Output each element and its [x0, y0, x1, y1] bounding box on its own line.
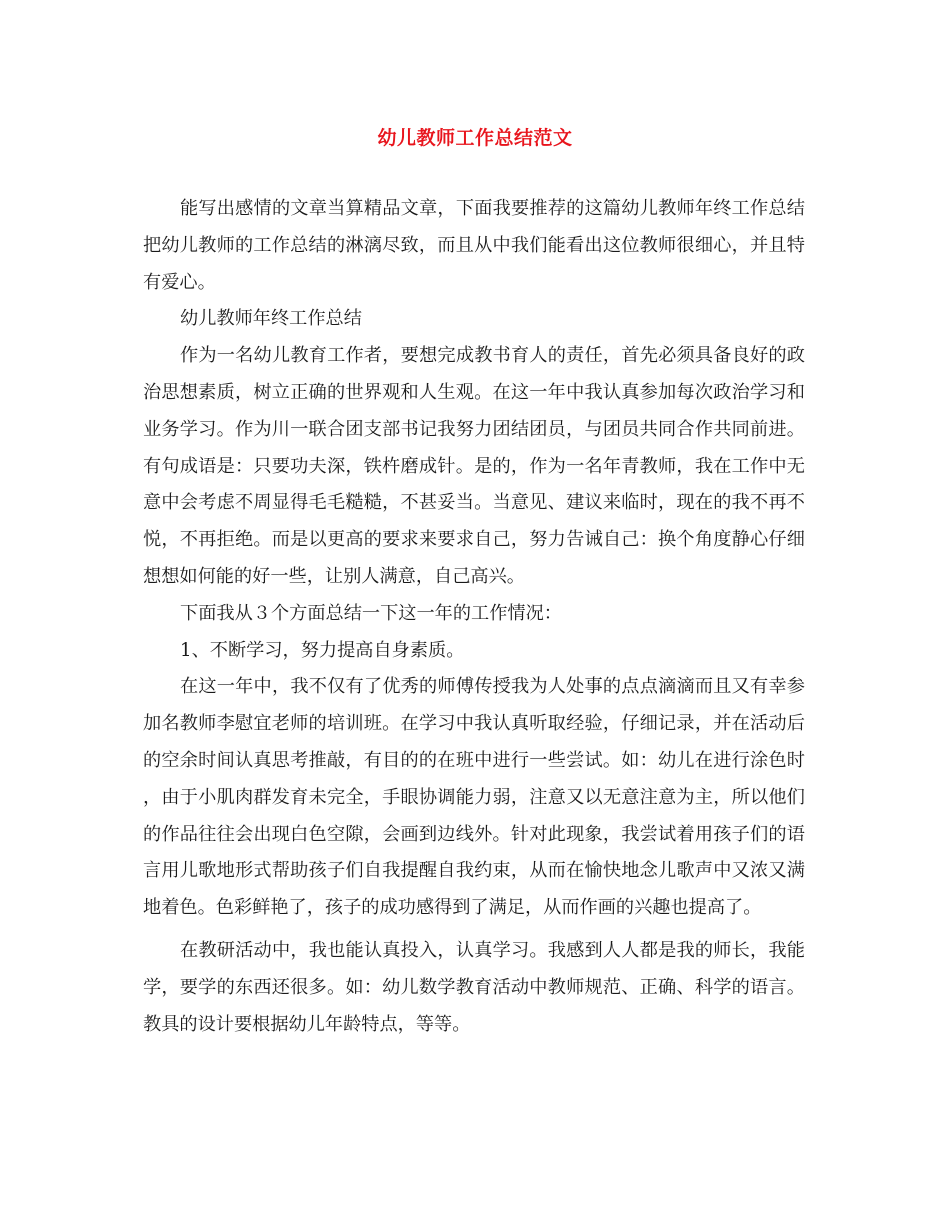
document-body — [143, 191, 805, 1043]
section-heading: 1、不断学习，努力提高自身素质。 — [180, 639, 465, 661]
paragraph-subtitle: 幼儿教师年终工作总结 — [180, 308, 362, 330]
document-title: 幼儿教师工作总结范文 — [377, 127, 573, 149]
paragraph-research: 在教研活动中，我也能认真投入，认真学习。我感到人人都是我的师长，我能学，要学的东西还很多。如：幼儿数学教育活动中教师规范、正确、科学的语言。教具的设计要根据幼儿年龄特点，等等。 — [143, 939, 805, 1035]
paragraph-main: 作为一名幼儿教育工作者，要想完成教书育人的责任，首先必须具备良好的政治思想素质，树立正确的世界观和人生观。在这一年中我认真参加每次政治学习和业务学习。作为川一联合团支部书记我努力团结团员，与团员共同合作共同前进。有句成语是：只要功夫深，铁杵磨成针。是的，作为一名年青教师，我在工作中无意中会考虑不周显得毛毛糙糙，不甚妥当。当意见、建议来临时，现在的我不再不悦，不再拒绝。而是以更高的要求来要求自己，努力告诫自己：换个角度静心仔细想想如何能的好一些，让别人满意，自己高兴。 — [143, 345, 805, 587]
paragraph-overview: 下面我从３个方面总结一下这一年的工作情况： — [180, 602, 562, 624]
paragraph-learning: 在这一年中，我不仅有了优秀的师傅传授我为人处事的点点滴滴而且又有幸参加名教师李慰宜老师的培训班。在学习中我认真听取经验，仔细记录，并在活动后的空余时间认真思考推敲，有目的的在班中进行一些尝试。如：幼儿在进行涂色时，由于小肌肉群发育未完全，手眼协调能力弱，注意又以无意注意为主，所以他们的作品往往会出现白色空隙，会画到边线外。针对此现象，我尝试着用孩子们的语言用儿歌地形式帮助孩子们自我提醒自我约束，从而在愉快地念儿歌声中又浓又满地着色。色彩鲜艳了，孩子的成功感得到了满足，从而作画的兴趣也提高了。 — [143, 676, 805, 919]
paragraph-intro: 能写出感情的文章当算精品文章，下面我要推荐的这篇幼儿教师年终工作总结把幼儿教师的工作总结的淋漓尽致，而且从中我们能看出这位教师很细心，并且特有爱心。 — [143, 198, 805, 293]
